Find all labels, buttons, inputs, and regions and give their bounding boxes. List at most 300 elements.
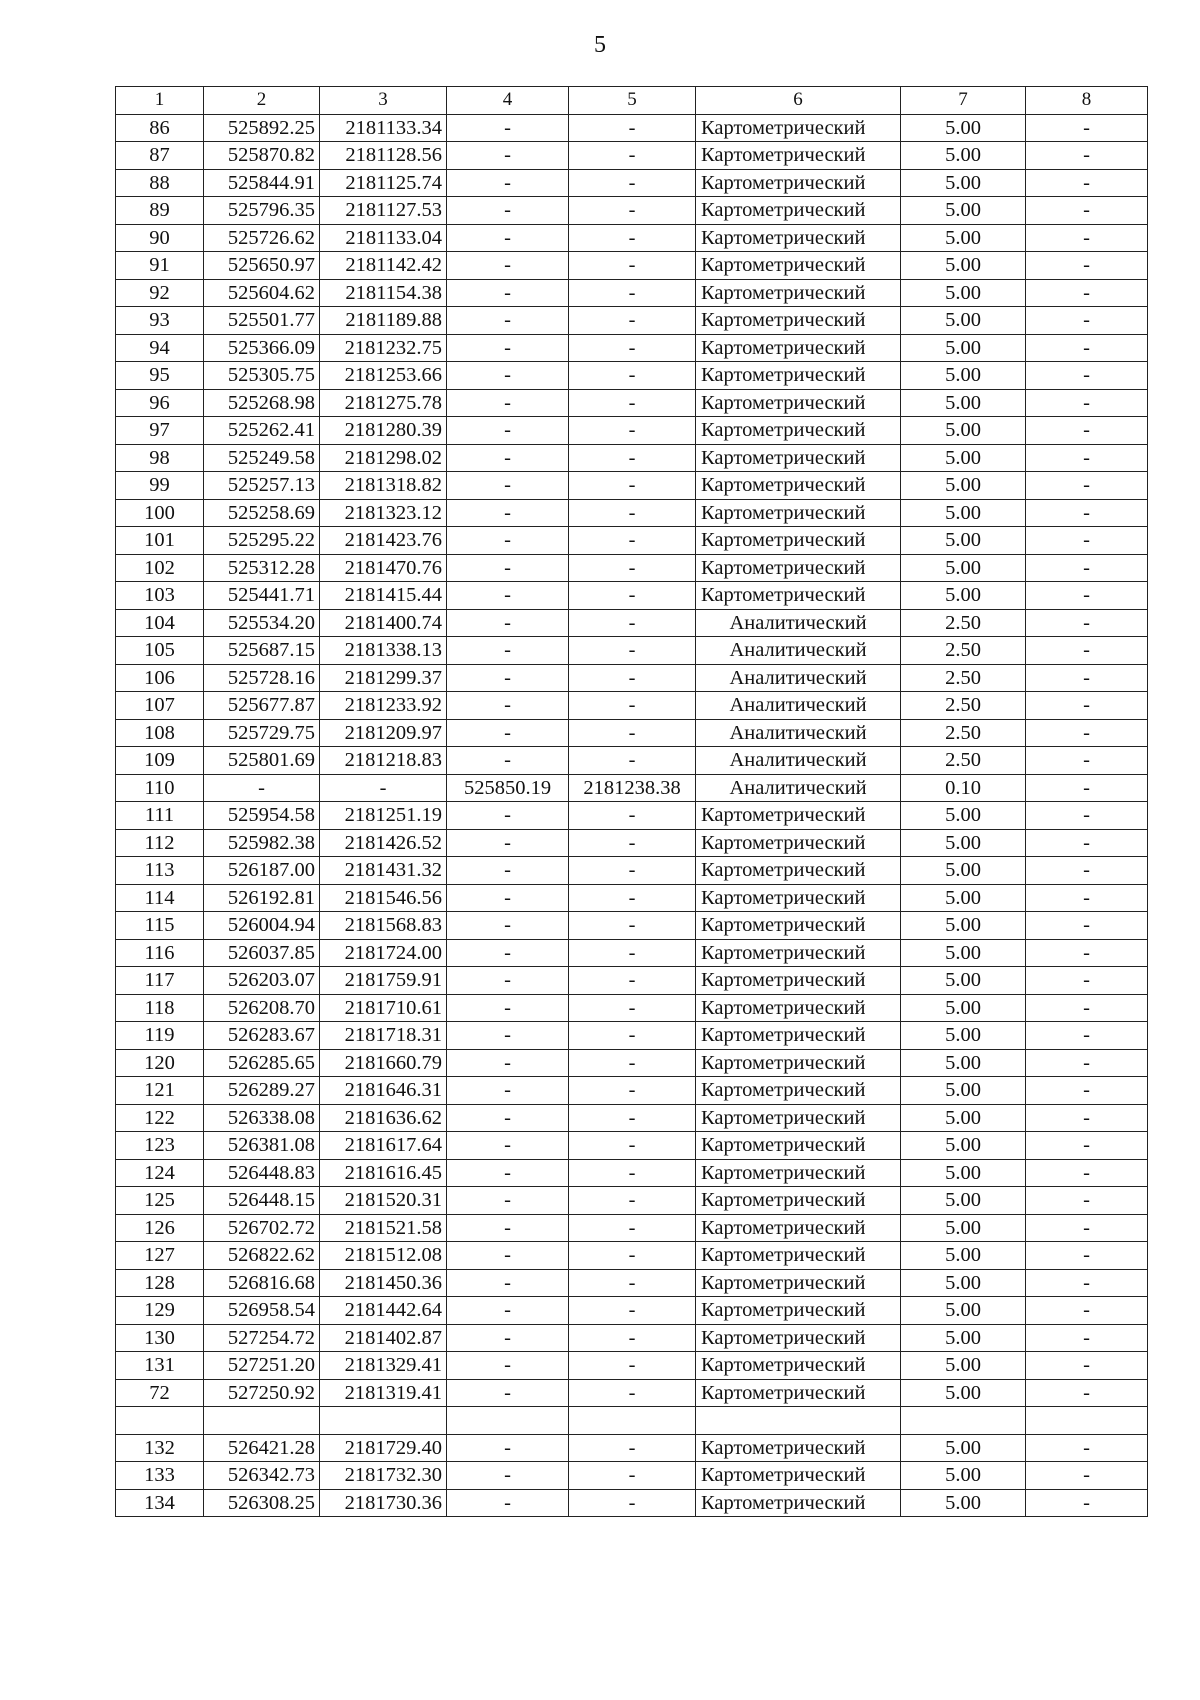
method-cell: Картометрический [696,114,901,142]
x-coordinate-cell: 527254.72 [204,1324,320,1352]
y-coordinate-cell: 2181128.56 [320,142,447,170]
y-coordinate-cell: 2181209.97 [320,719,447,747]
y-coordinate-cell: 2181646.31 [320,1077,447,1105]
point-number-cell: 106 [116,664,204,692]
table-row [116,1242,1148,1270]
x-coordinate-cell: 526289.27 [204,1077,320,1105]
x-coordinate-cell: 525796.35 [204,197,320,225]
method-cell: Аналитический [696,609,901,637]
description-cell [1026,1407,1148,1435]
x-coordinate-alt-cell: - [447,197,569,225]
table-row [116,1214,1148,1242]
table-row [116,389,1148,417]
y-coordinate-alt-cell: - [569,334,696,362]
point-number-cell: 87 [116,142,204,170]
method-cell: Картометрический [696,1242,901,1270]
method-cell: Картометрический [696,1214,901,1242]
x-coordinate-cell: 525257.13 [204,472,320,500]
x-coordinate-cell: 526203.07 [204,967,320,995]
method-cell: Картометрический [696,829,901,857]
point-number-cell: 134 [116,1489,204,1517]
table-row [116,252,1148,280]
table-row [116,1132,1148,1160]
x-coordinate-alt-cell: - [447,1462,569,1490]
y-coordinate-alt-cell: - [569,1352,696,1380]
accuracy-cell: 5.00 [901,912,1026,940]
accuracy-cell: 5.00 [901,1077,1026,1105]
y-coordinate-cell: 2181142.42 [320,252,447,280]
accuracy-cell: 5.00 [901,884,1026,912]
description-cell: - [1026,1187,1148,1215]
y-coordinate-cell: 2181426.52 [320,829,447,857]
point-number-cell: 111 [116,802,204,830]
description-cell: - [1026,912,1148,940]
accuracy-cell: 5.00 [901,1159,1026,1187]
y-coordinate-cell: 2181759.91 [320,967,447,995]
point-number-cell: 88 [116,169,204,197]
x-coordinate-cell: 525870.82 [204,142,320,170]
x-coordinate-alt-cell: - [447,142,569,170]
table-row [116,334,1148,362]
y-coordinate-cell: 2181512.08 [320,1242,447,1270]
description-cell: - [1026,1104,1148,1132]
y-coordinate-cell: 2181660.79 [320,1049,447,1077]
y-coordinate-cell: 2181402.87 [320,1324,447,1352]
y-coordinate-alt-cell: - [569,994,696,1022]
x-coordinate-alt-cell: - [447,307,569,335]
y-coordinate-alt-cell: - [569,1489,696,1517]
point-number-cell: 116 [116,939,204,967]
point-number-cell: 72 [116,1379,204,1407]
y-coordinate-cell: 2181730.36 [320,1489,447,1517]
description-cell: - [1026,1242,1148,1270]
x-coordinate-cell: 526822.62 [204,1242,320,1270]
method-cell: Картометрический [696,472,901,500]
accuracy-cell: 2.50 [901,664,1026,692]
method-cell: Картометрический [696,1159,901,1187]
y-coordinate-cell: 2181636.62 [320,1104,447,1132]
description-cell: - [1026,389,1148,417]
y-coordinate-alt-cell: - [569,719,696,747]
x-coordinate-alt-cell: - [447,224,569,252]
point-number-cell: 117 [116,967,204,995]
x-coordinate-alt-cell: - [447,114,569,142]
accuracy-cell: 5.00 [901,967,1026,995]
method-cell: Аналитический [696,664,901,692]
table-row [116,1379,1148,1407]
x-coordinate-cell: 526958.54 [204,1297,320,1325]
x-coordinate-alt-cell: - [447,884,569,912]
x-coordinate-alt-cell: - [447,747,569,775]
y-coordinate-alt-cell: - [569,1269,696,1297]
point-number-cell: 123 [116,1132,204,1160]
table-row [116,747,1148,775]
y-coordinate-cell: 2181423.76 [320,527,447,555]
description-cell: - [1026,307,1148,335]
x-coordinate-cell: 525729.75 [204,719,320,747]
x-coordinate-alt-cell: - [447,939,569,967]
accuracy-cell: 5.00 [901,1214,1026,1242]
x-coordinate-alt-cell: - [447,417,569,445]
table-row [116,884,1148,912]
column-header: 8 [1026,87,1148,115]
x-coordinate-cell: 525258.69 [204,499,320,527]
table-row [116,1104,1148,1132]
table-row [116,1077,1148,1105]
x-coordinate-cell: 525650.97 [204,252,320,280]
description-cell: - [1026,499,1148,527]
point-number-cell: 99 [116,472,204,500]
accuracy-cell: 5.00 [901,1049,1026,1077]
x-coordinate-cell: 526208.70 [204,994,320,1022]
description-cell: - [1026,279,1148,307]
description-cell: - [1026,1434,1148,1462]
x-coordinate-alt-cell: - [447,912,569,940]
y-coordinate-cell: 2181616.45 [320,1159,447,1187]
method-cell: Картометрический [696,252,901,280]
point-number-cell: 133 [116,1462,204,1490]
y-coordinate-cell: 2181329.41 [320,1352,447,1380]
y-coordinate-alt-cell: - [569,279,696,307]
method-cell: Картометрический [696,1462,901,1490]
accuracy-cell: 5.00 [901,417,1026,445]
column-header: 4 [447,87,569,115]
x-coordinate-alt-cell: - [447,1187,569,1215]
accuracy-cell: 5.00 [901,994,1026,1022]
point-number-cell: 124 [116,1159,204,1187]
x-coordinate-cell: 525801.69 [204,747,320,775]
y-coordinate-cell: 2181520.31 [320,1187,447,1215]
y-coordinate-cell: 2181133.04 [320,224,447,252]
x-coordinate-cell: 525305.75 [204,362,320,390]
accuracy-cell: 5.00 [901,1352,1026,1380]
x-coordinate-alt-cell [447,1407,569,1435]
y-coordinate-alt-cell: - [569,1022,696,1050]
x-coordinate-alt-cell: - [447,1077,569,1105]
accuracy-cell: 5.00 [901,857,1026,885]
table-row [116,1269,1148,1297]
accuracy-cell: 5.00 [901,582,1026,610]
y-coordinate-alt-cell: - [569,1214,696,1242]
description-cell: - [1026,692,1148,720]
description-cell: - [1026,527,1148,555]
y-coordinate-alt-cell: - [569,1324,696,1352]
y-coordinate-alt-cell: - [569,252,696,280]
x-coordinate-alt-cell: - [447,1242,569,1270]
table-row [116,1434,1148,1462]
x-coordinate-alt-cell: - [447,527,569,555]
point-number-cell: 107 [116,692,204,720]
accuracy-cell: 5.00 [901,1022,1026,1050]
y-coordinate-cell: 2181546.56 [320,884,447,912]
column-header: 1 [116,87,204,115]
x-coordinate-alt-cell: - [447,802,569,830]
description-cell: - [1026,1297,1148,1325]
point-number-cell: 128 [116,1269,204,1297]
column-header: 7 [901,87,1026,115]
x-coordinate-alt-cell: - [447,252,569,280]
description-cell: - [1026,417,1148,445]
point-number-cell: 104 [116,609,204,637]
accuracy-cell: 0.10 [901,774,1026,802]
accuracy-cell: 5.00 [901,1489,1026,1517]
y-coordinate-alt-cell: - [569,1297,696,1325]
x-coordinate-alt-cell: - [447,1159,569,1187]
x-coordinate-cell: 526285.65 [204,1049,320,1077]
y-coordinate-alt-cell: - [569,389,696,417]
accuracy-cell: 2.50 [901,637,1026,665]
accuracy-cell: 5.00 [901,499,1026,527]
x-coordinate-alt-cell: - [447,389,569,417]
accuracy-cell: 5.00 [901,1242,1026,1270]
x-coordinate-cell: 527251.20 [204,1352,320,1380]
y-coordinate-cell: 2181251.19 [320,802,447,830]
point-number-cell: 90 [116,224,204,252]
y-coordinate-alt-cell: - [569,857,696,885]
x-coordinate-cell: 526421.28 [204,1434,320,1462]
point-number-cell: 94 [116,334,204,362]
method-cell: Картометрический [696,389,901,417]
description-cell: - [1026,472,1148,500]
y-coordinate-alt-cell: - [569,747,696,775]
table-row [116,1489,1148,1517]
y-coordinate-cell: 2181218.83 [320,747,447,775]
x-coordinate-cell [204,1407,320,1435]
method-cell: Картометрический [696,527,901,555]
accuracy-cell: 5.00 [901,279,1026,307]
x-coordinate-alt-cell: - [447,169,569,197]
description-cell: - [1026,142,1148,170]
description-cell: - [1026,114,1148,142]
method-cell: Картометрический [696,1022,901,1050]
method-cell: Картометрический [696,1489,901,1517]
description-cell: - [1026,1324,1148,1352]
y-coordinate-cell: 2181617.64 [320,1132,447,1160]
x-coordinate-alt-cell: - [447,609,569,637]
description-cell: - [1026,444,1148,472]
x-coordinate-cell: 526004.94 [204,912,320,940]
y-coordinate-cell: 2181253.66 [320,362,447,390]
table-row [116,142,1148,170]
accuracy-cell: 5.00 [901,1132,1026,1160]
y-coordinate-alt-cell: - [569,307,696,335]
method-cell: Картометрический [696,857,901,885]
description-cell: - [1026,1049,1148,1077]
accuracy-cell: 5.00 [901,554,1026,582]
description-cell: - [1026,1022,1148,1050]
description-cell: - [1026,334,1148,362]
y-coordinate-alt-cell: - [569,1242,696,1270]
y-coordinate-cell [320,1407,447,1435]
description-cell: - [1026,1462,1148,1490]
x-coordinate-alt-cell: - [447,582,569,610]
y-coordinate-cell: 2181318.82 [320,472,447,500]
point-number-cell: 105 [116,637,204,665]
point-number-cell: 86 [116,114,204,142]
method-cell: Картометрический [696,1434,901,1462]
y-coordinate-cell: 2181450.36 [320,1269,447,1297]
y-coordinate-alt-cell: - [569,197,696,225]
description-cell: - [1026,1379,1148,1407]
y-coordinate-cell: 2181568.83 [320,912,447,940]
accuracy-cell: 5.00 [901,829,1026,857]
x-coordinate-alt-cell: - [447,1049,569,1077]
method-cell: Картометрический [696,582,901,610]
x-coordinate-alt-cell: - [447,554,569,582]
x-coordinate-alt-cell: - [447,1022,569,1050]
y-coordinate-alt-cell: - [569,1077,696,1105]
table-row [116,1049,1148,1077]
table-row [116,554,1148,582]
table-row [116,307,1148,335]
description-cell: - [1026,884,1148,912]
x-coordinate-cell: 525677.87 [204,692,320,720]
y-coordinate-cell: 2181275.78 [320,389,447,417]
point-number-cell: 127 [116,1242,204,1270]
y-coordinate-cell: 2181521.58 [320,1214,447,1242]
x-coordinate-alt-cell: - [447,829,569,857]
y-coordinate-alt-cell: - [569,169,696,197]
y-coordinate-cell: 2181127.53 [320,197,447,225]
description-cell: - [1026,967,1148,995]
y-coordinate-cell: 2181400.74 [320,609,447,637]
method-cell: Картометрический [696,554,901,582]
table-row [116,802,1148,830]
point-number-cell: 102 [116,554,204,582]
description-cell: - [1026,1352,1148,1380]
y-coordinate-alt-cell: - [569,472,696,500]
accuracy-cell: 5.00 [901,1297,1026,1325]
x-coordinate-cell: 527250.92 [204,1379,320,1407]
table-header-row [116,87,1148,115]
y-coordinate-alt-cell: - [569,884,696,912]
y-coordinate-cell: 2181299.37 [320,664,447,692]
method-cell: Аналитический [696,774,901,802]
description-cell: - [1026,637,1148,665]
point-number-cell: 121 [116,1077,204,1105]
point-number-cell: 131 [116,1352,204,1380]
x-coordinate-alt-cell: - [447,499,569,527]
table-row [116,362,1148,390]
table-row [116,499,1148,527]
accuracy-cell: 5.00 [901,1269,1026,1297]
point-number-cell: 103 [116,582,204,610]
table-row [116,472,1148,500]
point-number-cell: 101 [116,527,204,555]
point-number-cell: 113 [116,857,204,885]
x-coordinate-alt-cell: - [447,472,569,500]
y-coordinate-cell: - [320,774,447,802]
description-cell: - [1026,1214,1148,1242]
accuracy-cell: 2.50 [901,747,1026,775]
y-coordinate-alt-cell [569,1407,696,1435]
y-coordinate-alt-cell: - [569,1379,696,1407]
method-cell: Аналитический [696,692,901,720]
x-coordinate-cell: 525982.38 [204,829,320,857]
table-body [116,87,1148,1517]
y-coordinate-alt-cell: - [569,582,696,610]
y-coordinate-alt-cell: - [569,1462,696,1490]
x-coordinate-alt-cell: - [447,1214,569,1242]
point-number-cell: 92 [116,279,204,307]
y-coordinate-cell: 2181729.40 [320,1434,447,1462]
column-header: 5 [569,87,696,115]
accuracy-cell: 5.00 [901,1462,1026,1490]
y-coordinate-alt-cell: - [569,664,696,692]
x-coordinate-alt-cell: - [447,1132,569,1160]
accuracy-cell: 5.00 [901,1434,1026,1462]
method-cell: Картометрический [696,334,901,362]
point-number-cell: 130 [116,1324,204,1352]
point-number-cell: 108 [116,719,204,747]
coordinates-table [115,86,1148,1517]
x-coordinate-alt-cell: - [447,857,569,885]
method-cell: Картометрический [696,307,901,335]
y-coordinate-cell: 2181470.76 [320,554,447,582]
table-row [116,197,1148,225]
y-coordinate-alt-cell: - [569,1187,696,1215]
description-cell: - [1026,829,1148,857]
method-cell: Картометрический [696,279,901,307]
x-coordinate-alt-cell: - [447,692,569,720]
column-header: 2 [204,87,320,115]
y-coordinate-alt-cell: - [569,1159,696,1187]
x-coordinate-cell: 525954.58 [204,802,320,830]
accuracy-cell: 2.50 [901,719,1026,747]
point-number-cell: 109 [116,747,204,775]
accuracy-cell: 5.00 [901,114,1026,142]
x-coordinate-alt-cell: - [447,1324,569,1352]
description-cell: - [1026,1489,1148,1517]
table-row [116,829,1148,857]
y-coordinate-alt-cell: - [569,1132,696,1160]
method-cell: Картометрический [696,967,901,995]
table-row [116,994,1148,1022]
y-coordinate-alt-cell: - [569,417,696,445]
x-coordinate-cell: 525366.09 [204,334,320,362]
table-row [116,527,1148,555]
x-coordinate-cell: 525534.20 [204,609,320,637]
accuracy-cell: 2.50 [901,609,1026,637]
table-row [116,444,1148,472]
method-cell: Картометрический [696,417,901,445]
accuracy-cell: 5.00 [901,472,1026,500]
y-coordinate-alt-cell: - [569,142,696,170]
description-cell: - [1026,609,1148,637]
method-cell: Картометрический [696,1297,901,1325]
method-cell: Картометрический [696,1269,901,1297]
method-cell: Картометрический [696,1324,901,1352]
y-coordinate-alt-cell: - [569,939,696,967]
table-row [116,417,1148,445]
y-coordinate-alt-cell: - [569,609,696,637]
point-number-cell: 118 [116,994,204,1022]
accuracy-cell: 5.00 [901,169,1026,197]
method-cell [696,1407,901,1435]
x-coordinate-cell: 526037.85 [204,939,320,967]
method-cell: Картометрический [696,994,901,1022]
point-number-cell [116,1407,204,1435]
accuracy-cell: 5.00 [901,307,1026,335]
y-coordinate-cell: 2181232.75 [320,334,447,362]
table-row [116,967,1148,995]
accuracy-cell [901,1407,1026,1435]
y-coordinate-cell: 2181431.32 [320,857,447,885]
y-coordinate-alt-cell: - [569,1049,696,1077]
table-row [116,169,1148,197]
point-number-cell: 98 [116,444,204,472]
table-row [116,279,1148,307]
